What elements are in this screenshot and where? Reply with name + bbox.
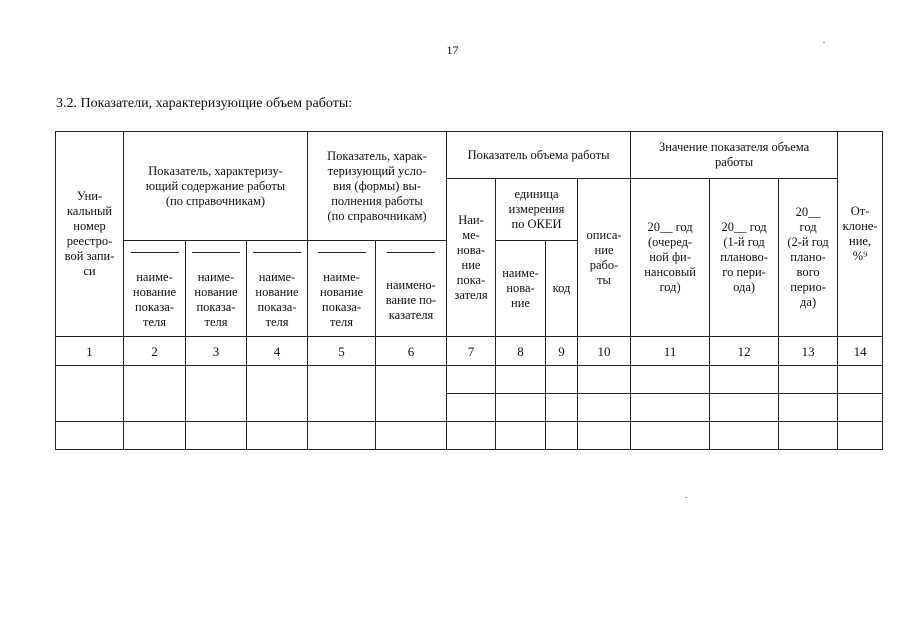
- blank-line-cell: [124, 241, 186, 265]
- header-content-indicator-text: Показатель, характеризу- ющий содержание работы (по справочникам): [145, 163, 286, 208]
- header-volume-value-text: Значение показателя объема работы: [658, 140, 810, 169]
- header-sub-name-2-text: наиме- нование показа- теля: [194, 270, 238, 330]
- column-number: 9: [546, 337, 578, 366]
- header-condition-indicator: [308, 132, 447, 241]
- scan-speck: [823, 42, 825, 43]
- table-cell: [546, 422, 578, 450]
- table-cell: [447, 422, 496, 450]
- page-number: 17: [446, 43, 459, 57]
- column-number: 5: [308, 337, 376, 366]
- header-condition-indicator-text: Показатель, харак- теризующий усло- вия (формы) вы- полнения работы (по справочникам): [327, 148, 427, 223]
- header-volume-value: [631, 132, 838, 179]
- header-indicator-name: [447, 179, 496, 337]
- table-cell: [186, 422, 247, 450]
- header-unit-code-text: код: [552, 281, 571, 295]
- column-number: 4: [247, 337, 308, 366]
- header-unit-okei-text: единица измерения по ОКЕИ: [508, 187, 565, 231]
- table-cell: [186, 366, 247, 422]
- table-cell: [124, 422, 186, 450]
- table-cell: [710, 366, 779, 394]
- header-sub-name-4-text: наиме- нование показа- теля: [319, 270, 364, 330]
- header-year-second: [779, 179, 838, 337]
- column-number: 10: [578, 337, 631, 366]
- header-sub-name-5: [376, 265, 447, 337]
- column-number: 2: [124, 337, 186, 366]
- header-indicator-name-text: Наи- ме- нова- ние пока- зателя: [454, 212, 488, 302]
- table-cell: [779, 394, 838, 422]
- column-number: 7: [447, 337, 496, 366]
- column-number: 1: [56, 337, 124, 366]
- blank-line: [131, 252, 179, 253]
- header-unit-name: [496, 241, 546, 337]
- blank-line-cell: [186, 241, 247, 265]
- blank-line: [192, 252, 240, 253]
- header-unique-number: [56, 132, 124, 337]
- work-volume-table: [55, 131, 883, 450]
- table-cell: [447, 366, 496, 394]
- header-year-current-text: 20__ год (очеред- ной фи- нансовый год): [644, 220, 696, 294]
- column-number: 12: [710, 337, 779, 366]
- table-cell: [710, 422, 779, 450]
- scan-speck: [685, 497, 687, 498]
- column-number: 8: [496, 337, 546, 366]
- header-description-text: описа- ние рабо- ты: [586, 227, 622, 287]
- table-cell: [546, 366, 578, 394]
- header-year-first: [710, 179, 779, 337]
- header-unit-code: [546, 241, 578, 337]
- table-cell: [247, 422, 308, 450]
- section-title: 3.2. Показатели, характеризующие объем работы:: [56, 96, 353, 111]
- table-cell: [546, 394, 578, 422]
- header-deviation: [838, 132, 883, 337]
- table-cell: [376, 422, 447, 450]
- header-year-second-text: 20__ год (2-й год плано- вого перио- да): [787, 205, 829, 309]
- blank-line: [253, 252, 301, 253]
- blank-line: [387, 252, 435, 253]
- header-year-current: [631, 179, 710, 337]
- header-sub-name-1-text: наиме- нование показа- теля: [132, 270, 177, 330]
- table-row: [56, 366, 883, 394]
- blank-line-cell: [247, 241, 308, 265]
- table-cell: [308, 422, 376, 450]
- column-number: 6: [376, 337, 447, 366]
- table-cell: [56, 366, 124, 422]
- header-year-first-text: 20__ год (1-й год планово- го пери- ода): [720, 220, 768, 294]
- header-deviation-text: От- клоне- ние, %⁹: [842, 204, 878, 263]
- table-cell: [496, 422, 546, 450]
- blank-line-cell: [308, 241, 376, 265]
- header-sub-name-3-text: наиме- нование показа- теля: [255, 270, 299, 330]
- table-cell: [710, 394, 779, 422]
- header-unit-okei: [496, 179, 578, 241]
- table-cell: [779, 366, 838, 394]
- table-cell: [308, 366, 376, 422]
- table-cell: [838, 422, 883, 450]
- table-cell: [779, 422, 838, 450]
- table-cell: [496, 394, 546, 422]
- blank-line: [318, 252, 366, 253]
- table-cell: [124, 366, 186, 422]
- header-sub-name-4: [308, 265, 376, 337]
- table-cell: [838, 366, 883, 394]
- table-cell: [631, 366, 710, 394]
- header-unique-number-text: Уни- кальный номер реестро- вой запи- си: [64, 189, 115, 278]
- table-cell: [631, 422, 710, 450]
- table-cell: [578, 422, 631, 450]
- table-cell: [247, 366, 308, 422]
- column-number: 11: [631, 337, 710, 366]
- header-volume-indicator: [447, 132, 631, 179]
- header-sub-name-5-text: наимено- вание по- казателя: [385, 277, 437, 322]
- table-cell: [376, 366, 447, 422]
- header-sub-name-1: [124, 265, 186, 337]
- header-volume-indicator-text: Показатель объема работы: [467, 147, 610, 162]
- table-cell: [578, 366, 631, 394]
- column-number: 14: [838, 337, 883, 366]
- header-sub-name-3: [247, 265, 308, 337]
- column-number: 3: [186, 337, 247, 366]
- table-cell: [447, 394, 496, 422]
- header-description: [578, 179, 631, 337]
- table-cell: [578, 394, 631, 422]
- table-cell: [496, 366, 546, 394]
- header-unit-name-text: наиме- нова- ние: [502, 266, 539, 310]
- table-cell: [56, 422, 124, 450]
- column-number-row: [56, 337, 883, 366]
- column-number: 13: [779, 337, 838, 366]
- blank-line-cell: [376, 241, 447, 265]
- table-row: [56, 422, 883, 450]
- table-cell: [838, 394, 883, 422]
- header-content-indicator: [124, 132, 308, 241]
- header-sub-name-2: [186, 265, 247, 337]
- table-cell: [631, 394, 710, 422]
